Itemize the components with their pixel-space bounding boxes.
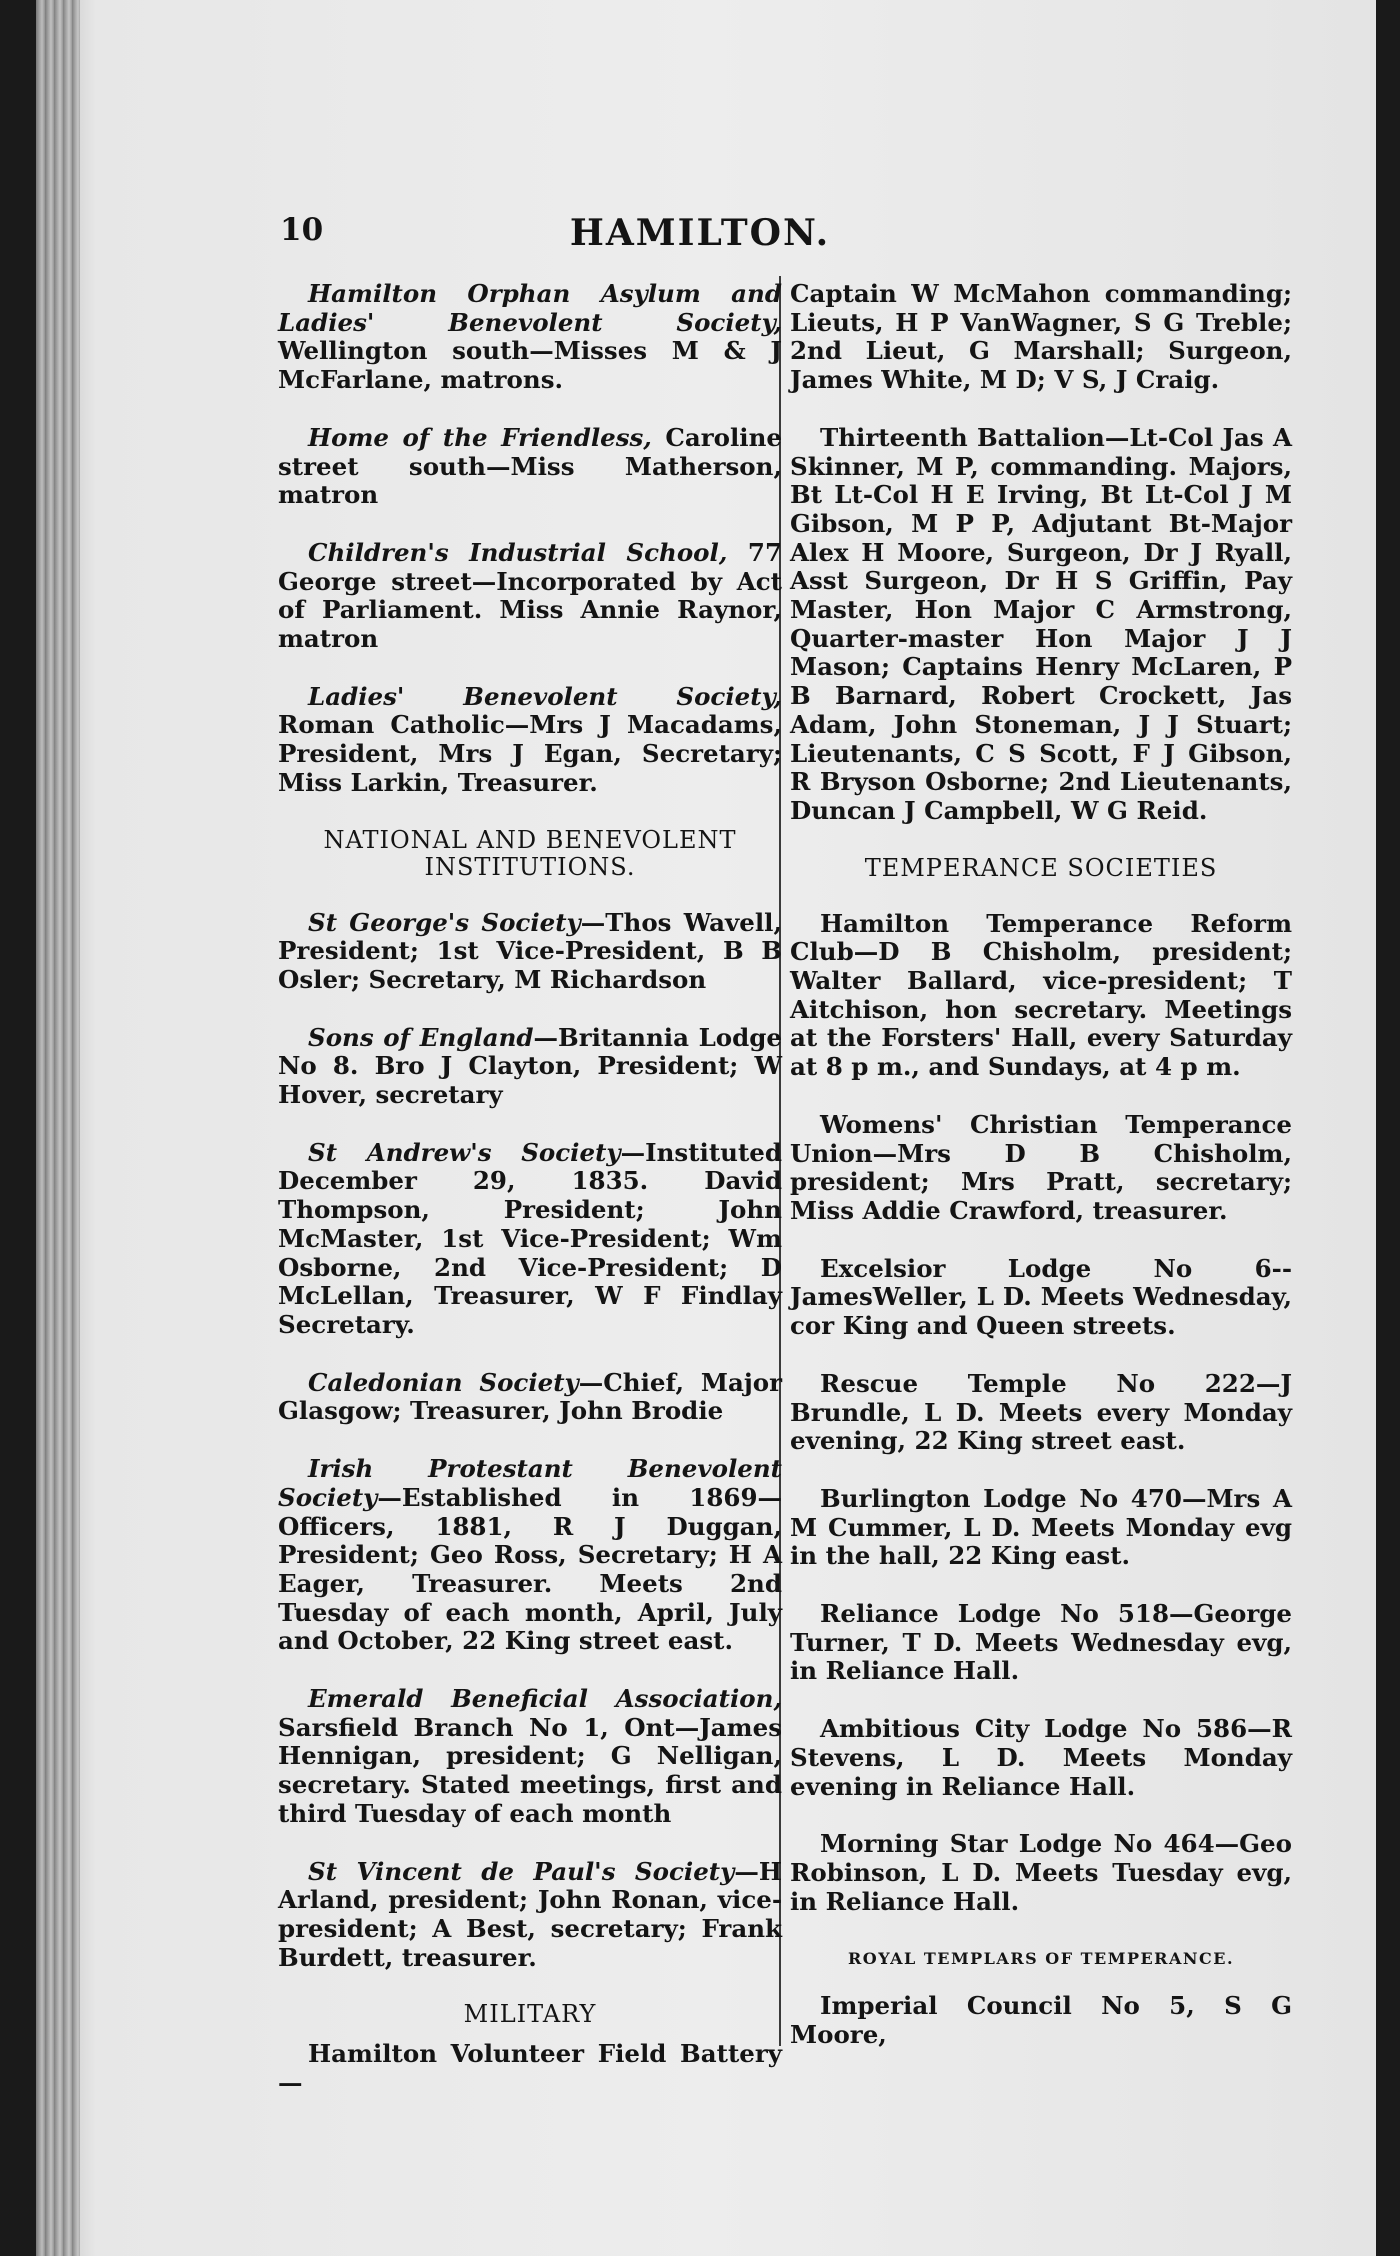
entry-rescue-temple: Rescue Temple No 222—J Brundle, L D. Meets every Monday evening, 22 King street east. bbox=[790, 1368, 1292, 1456]
entry-sons-of-england: Sons of England—Britannia Lodge No 8. Bro J Clayton, President; W Hover, secretary bbox=[278, 1022, 782, 1110]
entry-irish-protestant: Irish Protestant Benevolent Society—Established in 1869—Officers, 1881, R J Duggan, President; Geo Ross, Secretary; H A Eager, Treasurer. Meets 2nd Tuesday of each month, April, July and October, 22 King street east. bbox=[278, 1454, 782, 1656]
entry-thirteenth-battalion: Thirteenth Battalion—Lt-Col Jas A Skinner, M P, commanding. Majors, Bt Lt-Col H E Irving, Bt Lt-Col J M Gibson, M P P, Adjutant Bt-Major Alex H Moore, Surgeon, Dr J Ryall, Asst Surgeon, Dr H S Griffin, Pay Master, Hon Major C Armstrong, Quarter-master Hon Major J J Mason; Captains Henry McLaren, P B Barnard, Robert Crockett, Jas Adam, John Stoneman, J J Stuart; Lieutenants, C S Scott, F J Gibson, R Bryson Osborne; 2nd Lieutenants, Duncan J Campbell, W G Reid. bbox=[790, 422, 1292, 825]
page-number: 10 bbox=[280, 212, 324, 248]
section-heading-military: MILITARY bbox=[463, 2000, 597, 2029]
entry-ambitious-city-lodge: Ambitious City Lodge No 586—R Stevens, L D. Meets Monday evening in Reliance Hall. bbox=[790, 1714, 1292, 1801]
left-column bbox=[278, 280, 782, 2098]
running-title: HAMILTON. bbox=[569, 212, 831, 254]
entry-st-andrew: St Andrew's Society—Instituted December 29, 1835. David Thompson, President; John McMaster, 1st Vice-President; Wm Osborne, 2nd Vice-President; D McLellan, Treasurer, W F Findlay Secretary. bbox=[278, 1137, 782, 1339]
section-heading-national: NATIONAL AND BENEVOLENT INSTITUTIONS. bbox=[323, 825, 737, 881]
entry-ladies-benevolent: Ladies' Benevolent Society, Roman Catholic—Mrs J Macadams, President, Mrs J Egan, Secretary; Miss Larkin, Treasurer. bbox=[278, 681, 782, 797]
entry-caledonian: Caledonian Society—Chief, Major Glasgow; Treasurer, John Brodie bbox=[278, 1367, 782, 1426]
entry-field-battery: Hamilton Volunteer Field Battery— bbox=[278, 2039, 782, 2098]
entry-reform-club: Hamilton Temperance Reform Club—D B Chisholm, president; Walter Ballard, vice-president; T Aitchison, hon secretary. Meetings at the Forsters' Hall, every Saturday at 8 p m., and Sundays, at 4 p m. bbox=[790, 908, 1292, 1082]
right-column bbox=[790, 280, 1292, 2050]
entry-battery-continued: Captain W McMahon commanding; Lieuts, H P VanWagner, S G Treble; 2nd Lieut, G Marshall; Surgeon, James White, M D; V S, J Craig. bbox=[790, 279, 1292, 395]
entry-excelsior-lodge: Excelsior Lodge No 6--JamesWeller, L D. Meets Wednesday, cor King and Queen streets. bbox=[790, 1253, 1292, 1341]
entry-emerald: Emerald Beneficial Association, Sarsfield Branch No 1, Ont—James Hennigan, president; G Nelligan, secretary. Stated meetings, first and third Tuesday of each month bbox=[278, 1684, 782, 1828]
entry-orphan-asylum: Hamilton Orphan Asylum and Ladies' Benevolent Society, Wellington south—Misses M & J McFarlane, matrons. bbox=[278, 279, 782, 395]
entry-burlington-lodge: Burlington Lodge No 470—Mrs A M Cummer, L D. Meets Monday evg in the hall, 22 King east. bbox=[790, 1483, 1292, 1571]
page-header bbox=[280, 208, 1020, 258]
scanned-page bbox=[36, 0, 1376, 2256]
entry-home-of-the-friendless: Home of the Friendless, Caroline street south—Miss Matherson, matron bbox=[278, 422, 782, 510]
entry-st-vincent: St Vincent de Paul's Society—H Arland, president; John Ronan, vice-president; A Best, secretary; Frank Burdett, treasurer. bbox=[278, 1856, 782, 1972]
entry-st-george: St George's Society—Thos Wavell, President; 1st Vice-President, B B Osler; Secretary, M Richardson bbox=[278, 907, 783, 994]
section-heading-royal-templars: ROYAL TEMPLARS OF TEMPERANCE. bbox=[847, 1949, 1235, 1969]
section-heading-temperance: TEMPERANCE SOCIETIES bbox=[864, 853, 1218, 882]
entry-imperial-council: Imperial Council No 5, S G Moore, bbox=[790, 1991, 1292, 2050]
entry-reliance-lodge: Reliance Lodge No 518—George Turner, T D. Meets Wednesday evg, in Reliance Hall. bbox=[790, 1599, 1292, 1686]
book-spine-shadow bbox=[36, 0, 80, 2256]
entry-morning-star-lodge: Morning Star Lodge No 464—Geo Robinson, L D. Meets Tuesday evg, in Reliance Hall. bbox=[790, 1829, 1292, 1916]
entry-wctu: Womens' Christian Temperance Union—Mrs D B Chisholm, president; Mrs Pratt, secretary; Miss Addie Crawford, treasurer. bbox=[790, 1109, 1292, 1225]
entry-industrial-school: Children's Industrial School, 77 George street—Incorporated by Act of Parliament. Miss Annie Raynor, matron bbox=[278, 537, 783, 654]
